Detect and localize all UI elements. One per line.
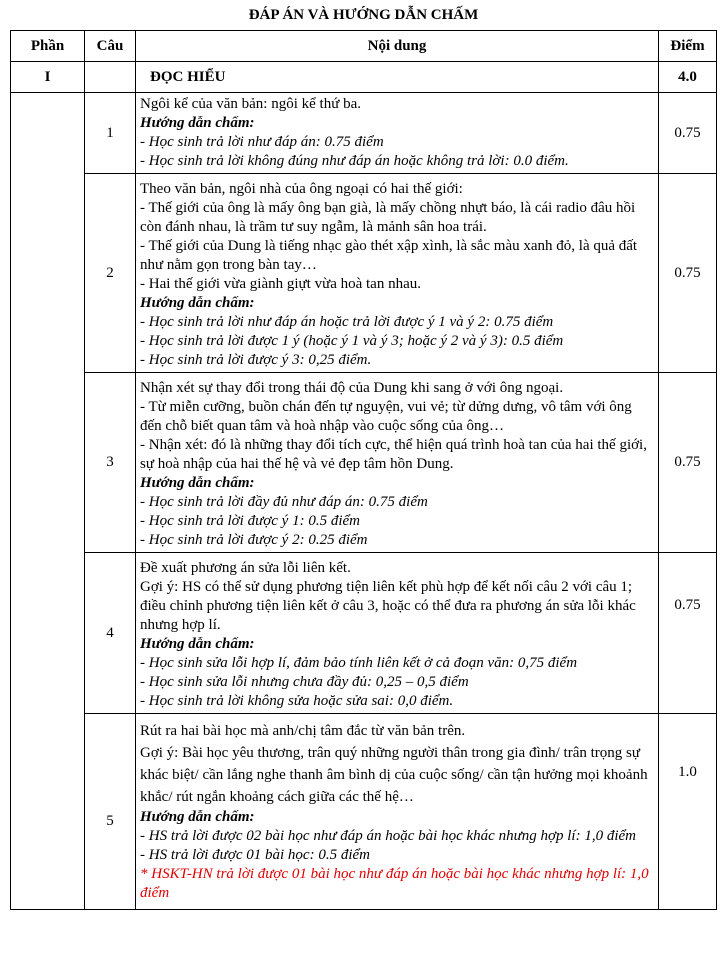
guide-line: - Học sinh sửa lỗi nhưng chưa đầy đủ: 0,25 – 0,5 điểm [140, 674, 469, 690]
guide-line: - Học sinh trả lời được 1 ý (hoặc ý 1 và ý 3; hoặc ý 2 và ý 3): 0.5 điểm [140, 333, 564, 349]
answer-table [10, 30, 717, 910]
special-note: * HSKT-HN trả lời được 01 bài học như đáp án hoặc bài học khác nhưng hợp lí: 1,0 điểm [140, 866, 649, 901]
section-score: 4.0 [659, 62, 717, 93]
header-score: Điểm [659, 31, 717, 62]
answer-line: Gợi ý: HS có thể sử dụng phương tiện liên kết phù hợp để kết nối câu 2 với câu 1; điều chỉnh phương tiện liên kết ở câu 3, hoặc có thể đưa ra phương án sửa lỗi khác nhưng hợp lí. [140, 579, 636, 633]
answer-line: - Thế giới của ông là mấy ông bạn già, là mấy chồng nhựt báo, là cái radio đâu hồi còn đánh nhau, là trầm tư suy ngẫm, là mảnh sân hoa trái. [140, 200, 636, 235]
guide-line: - HS trả lời được 01 bài học: 0.5 điểm [140, 847, 370, 863]
answer-line: - Thế giới của Dung là tiếng nhạc gào thét xập xình, là sắc màu xanh đỏ, là quả đất như nằm gọn trong bàn tay… [140, 238, 638, 273]
question-row-5 [11, 714, 717, 910]
question-row-1 [11, 93, 717, 174]
header-content: Nội dung [136, 31, 659, 62]
question-score: 0.75 [659, 93, 717, 174]
question-number: 2 [85, 174, 136, 373]
answer-line: Gợi ý: Bài học yêu thương, trân quý những người thân trong gia đình/ trân trọng sự khác biệt/ cần lắng nghe thanh âm bình dị của cuộc sống/ cần tận hưởng mọi khoảnh khắc/ rút ngắn khoảng cách giữa các thế hệ… [140, 745, 648, 805]
question-content [136, 714, 659, 910]
guide-line: - HS trả lời được 02 bài học như đáp án hoặc bài học khác nhưng hợp lí: 1,0 điểm [140, 828, 636, 844]
guide-line: - Học sinh trả lời như đáp án: 0.75 điểm [140, 134, 384, 150]
answer-line: - Nhận xét: đó là những thay đổi tích cực, thể hiện quá trình hoà tan của hai thế giới, sự hoà nhập của hai thế hệ và vẻ đẹp tâm hồn Dung. [140, 437, 647, 472]
guide-title: Hướng dẫn chấm: [140, 295, 255, 311]
section-part: I [11, 62, 85, 93]
question-number: 3 [85, 373, 136, 553]
header-question: Câu [85, 31, 136, 62]
answer-line: Đề xuất phương án sửa lỗi liên kết. [140, 560, 351, 576]
question-score: 0.75 [659, 553, 717, 714]
question-row-2 [11, 174, 717, 373]
question-number: 1 [85, 93, 136, 174]
question-content [136, 553, 659, 714]
question-number: 4 [85, 553, 136, 714]
guide-title: Hướng dẫn chấm: [140, 115, 255, 131]
guide-line: - Học sinh trả lời được ý 2: 0.25 điểm [140, 532, 368, 548]
guide-line: - Học sinh trả lời đầy đủ như đáp án: 0.75 điểm [140, 494, 428, 510]
header-row [11, 31, 717, 62]
section-label: ĐỌC HIỂU [136, 62, 659, 93]
question-score: 1.0 [659, 714, 717, 910]
answer-line: Ngôi kể của văn bản: ngôi kể thứ ba. [140, 96, 361, 112]
question-content [136, 373, 659, 553]
guide-line: - Học sinh trả lời không sửa hoặc sửa sai: 0,0 điểm. [140, 693, 454, 709]
question-content [136, 174, 659, 373]
question-score: 0.75 [659, 373, 717, 553]
answer-line: Rút ra hai bài học mà anh/chị tâm đắc từ văn bản trên. [140, 723, 466, 739]
question-content [136, 93, 659, 174]
answer-line: Theo văn bản, ngôi nhà của ông ngoại có hai thế giới: [140, 181, 463, 197]
guide-line: - Học sinh trả lời được ý 3: 0,25 điểm. [140, 352, 372, 368]
part-merged-cell [11, 93, 85, 910]
question-row-4 [11, 553, 717, 714]
section-row [11, 62, 717, 93]
page-title: ĐÁP ÁN VÀ HƯỚNG DẪN CHẤM [248, 7, 479, 23]
guide-title: Hướng dẫn chấm: [140, 809, 255, 825]
question-number: 5 [85, 714, 136, 910]
answer-line: Nhận xét sự thay đổi trong thái độ của Dung khi sang ở với ông ngoại. [140, 380, 564, 396]
question-row-3 [11, 373, 717, 553]
guide-line: - Học sinh trả lời được ý 1: 0.5 điểm [140, 513, 360, 529]
question-score: 0.75 [659, 174, 717, 373]
header-part: Phần [11, 31, 85, 62]
guide-line: - Học sinh trả lời không đúng như đáp án hoặc không trả lời: 0.0 điểm. [140, 153, 569, 169]
guide-line: - Học sinh trả lời như đáp án hoặc trả lời được ý 1 và ý 2: 0.75 điểm [140, 314, 554, 330]
answer-line: - Hai thế giới vừa giành giựt vừa hoà tan nhau. [140, 276, 422, 292]
guide-line: - Học sinh sửa lỗi hợp lí, đảm bảo tính liên kết ở cả đoạn văn: 0,75 điểm [140, 655, 578, 671]
guide-title: Hướng dẫn chấm: [140, 636, 255, 652]
guide-title: Hướng dẫn chấm: [140, 475, 255, 491]
section-question-empty [85, 62, 136, 93]
answer-line: - Từ miễn cưỡng, buồn chán đến tự nguyện, vui vẻ; từ dửng dưng, vô tâm với ông đến chỗ biết quan tâm và hoà nhập vào cuộc sống của ông… [140, 399, 632, 434]
